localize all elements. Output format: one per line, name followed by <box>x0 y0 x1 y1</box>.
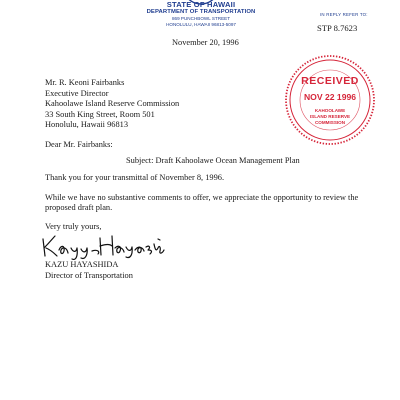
letterhead-street: 869 PUNCHBOWL STREET <box>171 16 231 21</box>
reply-code: STP 8.7623 <box>317 23 358 33</box>
recipient-organization: Kahoolawe Island Reserve Commission <box>45 99 180 109</box>
recipient-street: 33 South King Street, Room 501 <box>45 109 155 119</box>
letterhead-city: HONOLULU, HAWAII 96813-5097 <box>166 22 236 27</box>
recipient-address <box>45 78 179 131</box>
body-paragraph-2: While we have no substantive comments to offer, we appreciate the opportunity to review the proposed draft plan. <box>45 193 359 213</box>
closing: Very truly yours, <box>45 222 102 231</box>
salutation: Dear Mr. Fairbanks: <box>45 140 113 149</box>
recipient-name: Mr. R. Keoni Fairbanks <box>45 78 125 87</box>
recipient-city: Honolulu, Hawaii 96813 <box>45 120 129 130</box>
signer-title: Director of Transportation <box>45 271 133 280</box>
recipient-title: Executive Director <box>45 88 109 98</box>
stamp-org-line2: ISLAND RESERVE <box>309 114 351 119</box>
stamp-org-line1: KAHOOLAWE <box>314 108 346 113</box>
received-stamp <box>284 54 376 146</box>
stamp-org-line3: COMMISSION <box>314 120 346 125</box>
reply-label: IN REPLY REFER TO: <box>320 12 368 17</box>
letterhead-state: STATE OF HAWAII <box>166 0 236 9</box>
signer-name: KAZU HAYASHIDA <box>45 260 119 269</box>
letter-date: November 20, 1996 <box>172 38 239 47</box>
letterhead <box>110 1 292 28</box>
stamp-date: NOV 22 1996 <box>303 92 357 102</box>
subject-line: Subject: Draft Kahoolawe Ocean Management Plan <box>126 156 300 165</box>
handwritten-signature <box>40 232 166 260</box>
body-paragraph-1: Thank you for your transmittal of November 8, 1996. <box>45 173 225 182</box>
stamp-received-label: RECEIVED <box>301 75 359 87</box>
letterhead-department: DEPARTMENT OF TRANSPORTATION <box>146 9 256 15</box>
